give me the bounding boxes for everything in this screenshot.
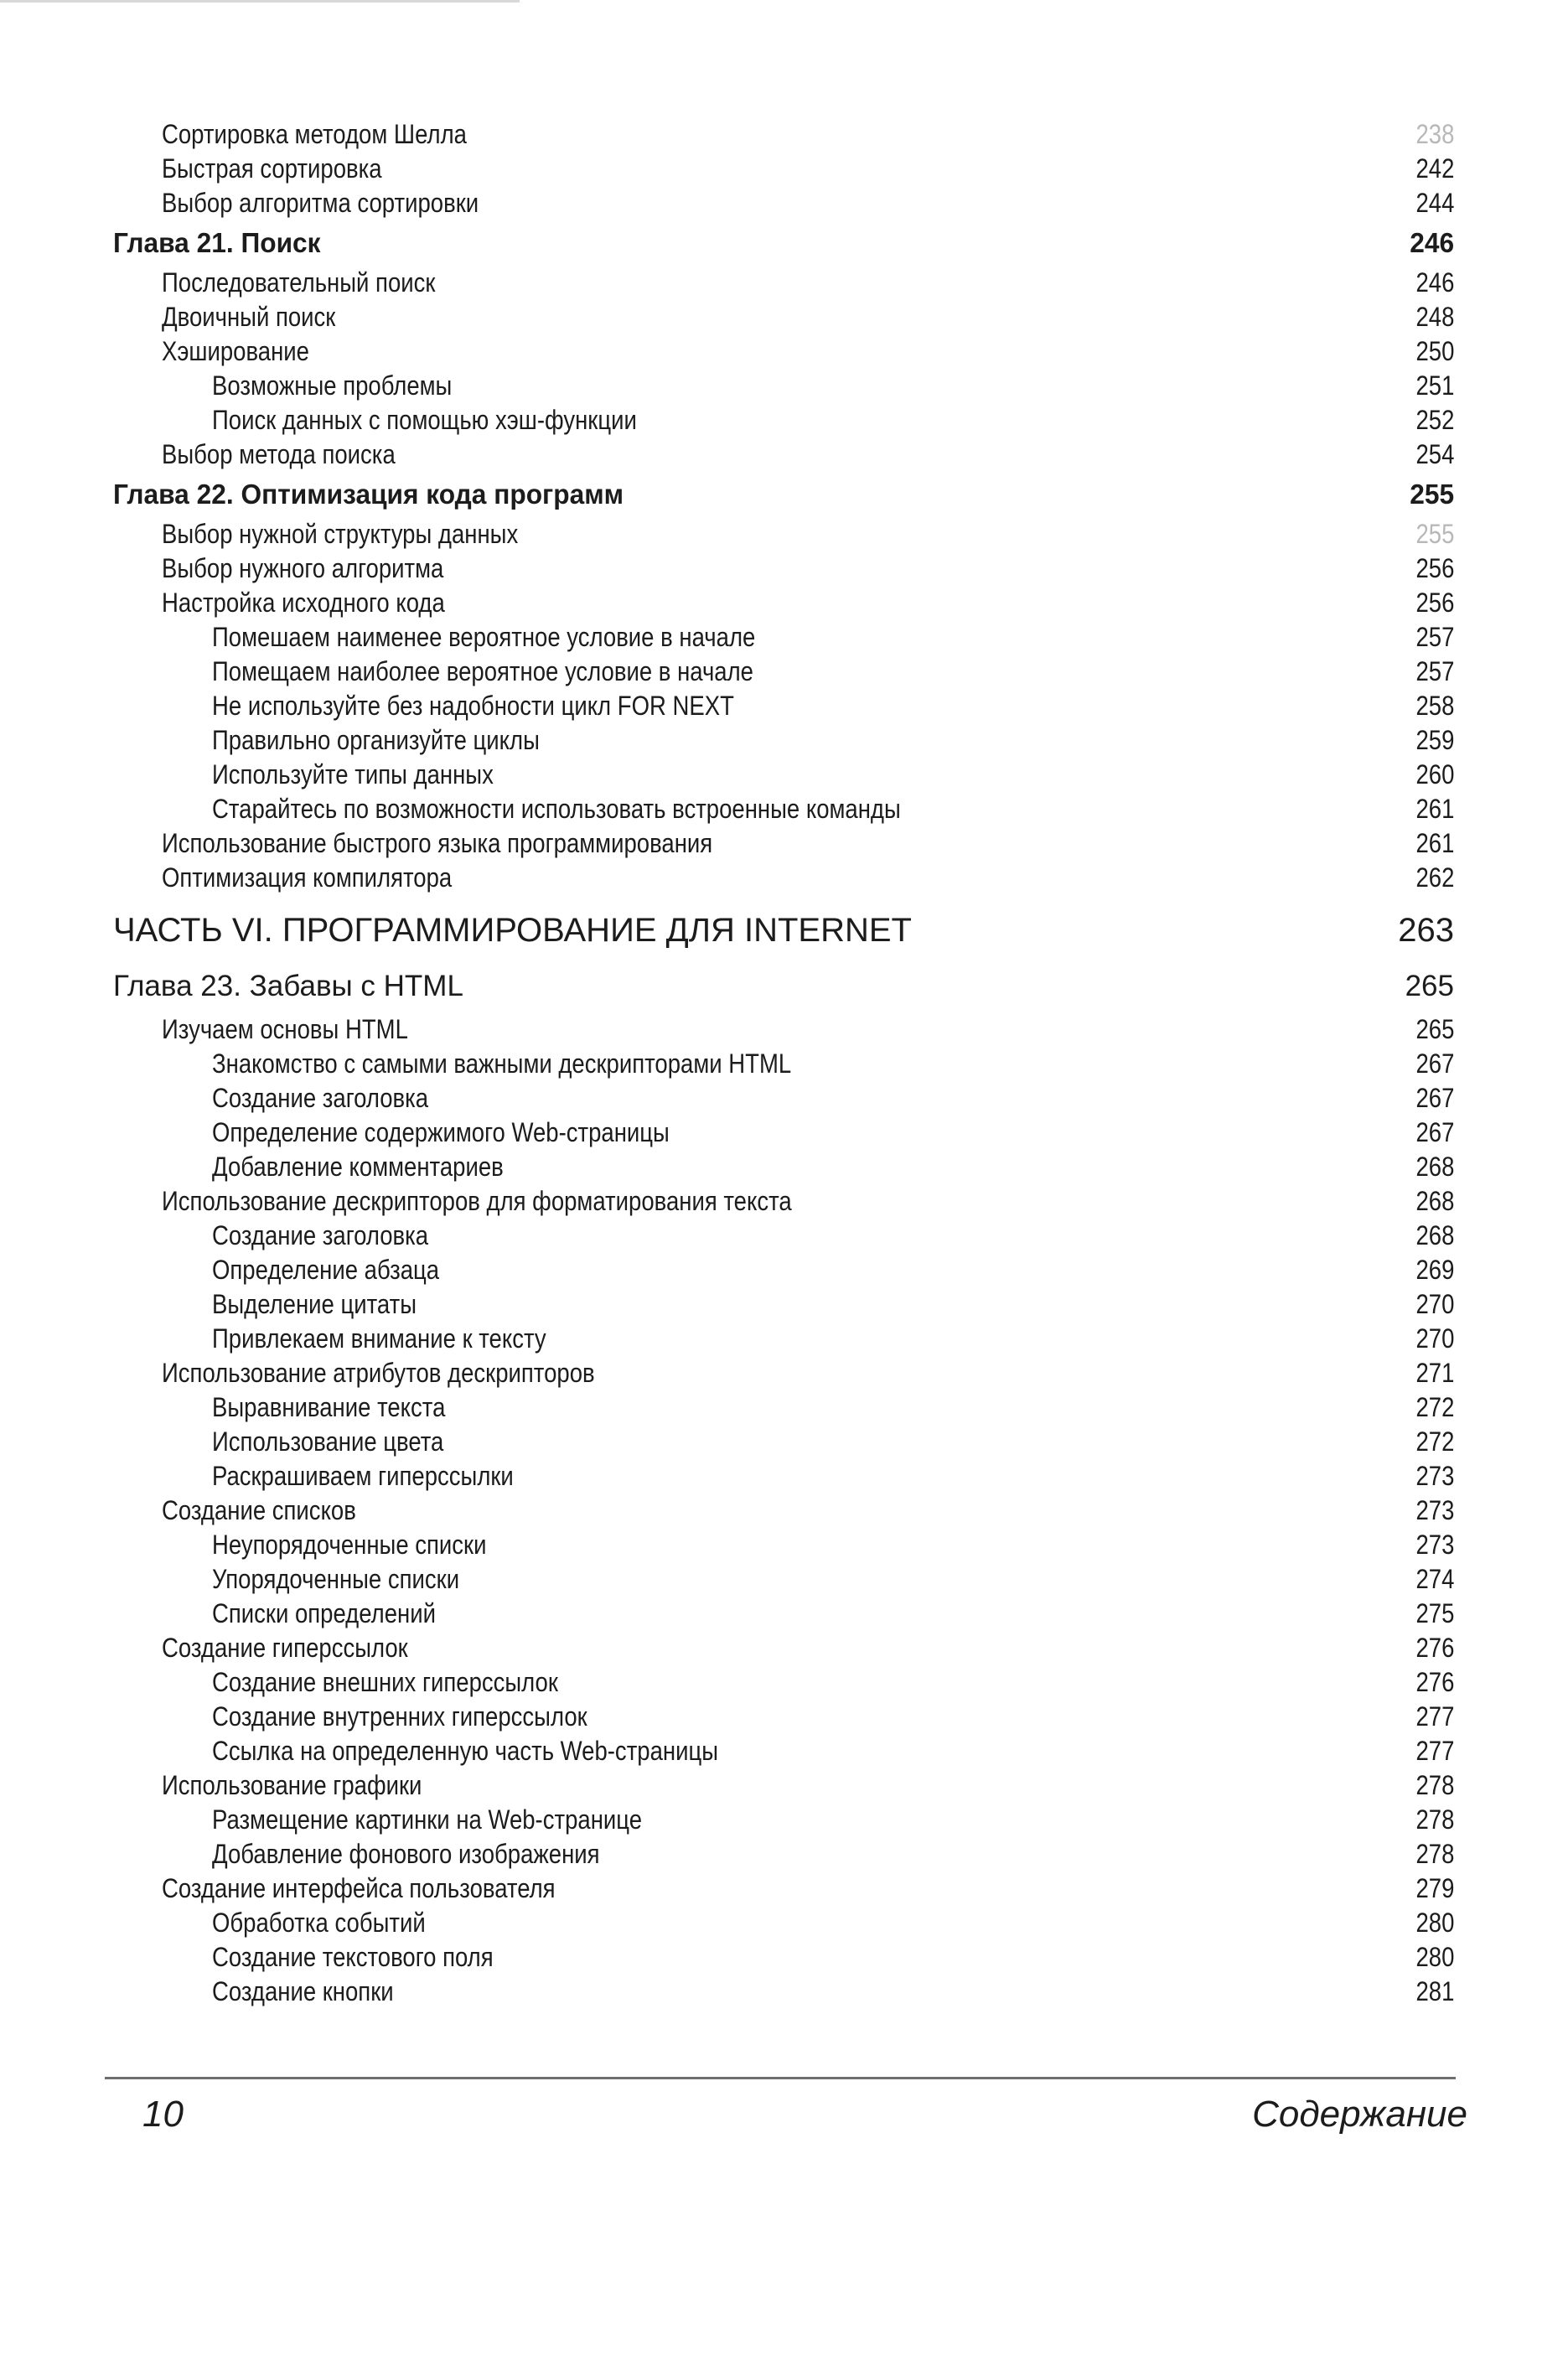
toc-subsection-entry [113, 1047, 1454, 1081]
toc-entry-title: Выбор нужной структуры данных [162, 519, 519, 549]
toc-entry-title: Создание гиперссылок [162, 1633, 408, 1663]
toc-entry-page: 268 [1415, 1152, 1454, 1182]
toc-entry-page: 255 [1415, 519, 1454, 549]
toc-entry-title: Создание внешних гиперссылок [212, 1667, 558, 1697]
toc-entry-title: Помешаем наименее вероятное условие в начале [212, 622, 756, 652]
toc-entry-title: Создание интерфейса пользователя [162, 1873, 556, 1903]
toc-subsection-entry [113, 1287, 1454, 1322]
toc-entry-page: 269 [1415, 1255, 1454, 1285]
toc-entry-title: Списки определений [212, 1598, 436, 1628]
top-edge-rule [0, 0, 520, 3]
toc-entry-title: Создание заголовка [212, 1083, 429, 1113]
toc-entry-title: Создание внутренних гиперссылок [212, 1701, 587, 1732]
toc-entry-title: Выбор нужного алгоритма [162, 553, 444, 583]
toc-entry-page: 246 [1410, 227, 1454, 258]
toc-entry-page: 248 [1415, 302, 1454, 332]
toc-subsection-entry [113, 1253, 1454, 1287]
toc-entry-page: 267 [1415, 1117, 1454, 1147]
toc-entry-title: Сортировка методом Шелла [162, 119, 467, 149]
toc-entry-page: 267 [1415, 1048, 1454, 1079]
toc-entry-title: Хэширование [162, 336, 309, 366]
toc-section-entry [113, 152, 1454, 186]
toc-subsection-entry [113, 1219, 1454, 1253]
toc-entry-page: 238 [1415, 119, 1454, 149]
toc-entry-title: Выделение цитаты [212, 1289, 417, 1319]
toc-entry-title: Определение содержимого Web-страницы [212, 1117, 670, 1147]
toc-entry-title: Изучаем основы HTML [162, 1014, 408, 1044]
toc-entry-page: 267 [1415, 1083, 1454, 1113]
toc-entry-title: Привлекаем внимание к тексту [212, 1323, 546, 1354]
toc-entry-title: Создание заголовка [212, 1220, 429, 1250]
toc-entry-page: 257 [1415, 656, 1454, 686]
toc-entry-page: 278 [1415, 1804, 1454, 1835]
toc-entry-page: 270 [1415, 1289, 1454, 1319]
toc-entry-title: Глава 23. Забавы с HTML [113, 970, 463, 1002]
toc-subsection-entry [113, 1734, 1454, 1768]
toc-section-entry [113, 1494, 1454, 1528]
toc-subsection-entry [113, 369, 1454, 403]
toc-entry-title: Возможные проблемы [212, 370, 453, 401]
toc-subsection-entry [113, 1975, 1454, 2009]
toc-entry-page: 278 [1415, 1839, 1454, 1869]
toc-section-entry [113, 1768, 1454, 1803]
toc-entry-title: Добавление фонового изображения [212, 1839, 600, 1869]
toc-entry-title: Быстрая сортировка [162, 153, 382, 184]
toc-entry-title: Использование графики [162, 1770, 422, 1800]
toc-entry-title: Создание кнопки [212, 1976, 394, 2006]
toc-entry-page: 276 [1415, 1667, 1454, 1697]
toc-section-entry [113, 300, 1454, 334]
toc-section-entry [113, 826, 1454, 861]
toc-entry-page: 258 [1415, 691, 1454, 721]
toc-section-entry [113, 1012, 1454, 1047]
toc-entry-page: 281 [1415, 1976, 1454, 2006]
toc-entry-page: 261 [1415, 828, 1454, 858]
toc-entry-title: Двоичный поиск [162, 302, 336, 332]
toc-entry-title: ЧАСТЬ VI. ПРОГРАММИРОВАНИЕ ДЛЯ INTERNET [113, 912, 912, 949]
toc-entry-title: Обработка событий [212, 1908, 426, 1938]
toc-entry-title: Использование быстрого языка программирования [162, 828, 713, 858]
toc-entry-title: Помещаем наиболее вероятное условие в начале [212, 656, 753, 686]
toc-subsection-entry [113, 1700, 1454, 1734]
toc-subsection-entry [113, 1150, 1454, 1184]
toc-entry-page: 280 [1415, 1908, 1454, 1938]
toc-entry-title: Выбор метода поиска [162, 439, 396, 469]
toc-entry-page: 278 [1415, 1770, 1454, 1800]
toc-subsection-entry [113, 1528, 1454, 1562]
toc-chapter-heading [113, 220, 1454, 266]
toc-subsection-entry [113, 792, 1454, 826]
toc-section-entry [113, 1184, 1454, 1219]
toc-chapter-heading [113, 472, 1454, 517]
toc-entry-page: 263 [1398, 912, 1454, 949]
toc-subsection-entry [113, 723, 1454, 758]
toc-entry-title: Определение абзаца [212, 1255, 440, 1285]
toc-subsection-entry [113, 1906, 1454, 1940]
toc-section-entry [113, 517, 1454, 551]
toc-subsection-entry [113, 1837, 1454, 1871]
toc-entry-page: 250 [1415, 336, 1454, 366]
toc-section-entry [113, 551, 1454, 586]
toc-entry-page: 279 [1415, 1873, 1454, 1903]
toc-entry-page: 256 [1415, 553, 1454, 583]
toc-chapter-heading [113, 960, 1454, 1012]
toc-entry-title: Ссылка на определенную часть Web-страницы [212, 1736, 719, 1766]
toc-section-entry [113, 117, 1454, 152]
toc-section-entry [113, 266, 1454, 300]
toc-subsection-entry [113, 1459, 1454, 1494]
toc-entry-page: 268 [1415, 1186, 1454, 1216]
toc-subsection-entry [113, 1597, 1454, 1631]
toc-part-heading [113, 900, 1454, 960]
toc-entry-title: Правильно организуйте циклы [212, 725, 540, 755]
footer-page-number: 10 [142, 2094, 184, 2135]
toc-entry-title: Поиск данных с помощью хэш-функции [212, 405, 637, 435]
toc-entry-title: Раскрашиваем гиперссылки [212, 1461, 514, 1491]
toc-entry-title: Выбор алгоритма сортировки [162, 188, 479, 218]
toc-entry-page: 280 [1415, 1942, 1454, 1972]
toc-entry-title: Использование дескрипторов для форматирования текста [162, 1186, 792, 1216]
toc-entry-page: 262 [1415, 862, 1454, 893]
toc-section-entry [113, 1631, 1454, 1665]
toc-subsection-entry [113, 1803, 1454, 1837]
toc-entry-title: Не используйте без надобности цикл FOR NEXT [212, 691, 734, 721]
toc-entry-page: 256 [1415, 588, 1454, 618]
toc-entry-page: 277 [1415, 1701, 1454, 1732]
toc-entry-page: 252 [1415, 405, 1454, 435]
toc-entry-page: 272 [1415, 1426, 1454, 1457]
toc-entry-title: Оптимизация компилятора [162, 862, 453, 893]
toc-section-entry [113, 586, 1454, 620]
toc-entry-page: 246 [1415, 267, 1454, 298]
table-of-contents [113, 117, 1454, 2009]
toc-section-entry [113, 186, 1454, 220]
toc-entry-title: Добавление комментариев [212, 1152, 504, 1182]
toc-entry-page: 265 [1405, 970, 1454, 1002]
toc-entry-page: 254 [1415, 439, 1454, 469]
toc-entry-title: Использование атрибутов дескрипторов [162, 1358, 595, 1388]
toc-section-entry [113, 1356, 1454, 1390]
toc-section-entry [113, 1871, 1454, 1906]
toc-entry-page: 275 [1415, 1598, 1454, 1628]
toc-section-entry [113, 861, 1454, 895]
toc-entry-page: 273 [1415, 1461, 1454, 1491]
toc-subsection-entry [113, 1390, 1454, 1425]
toc-subsection-entry [113, 1116, 1454, 1150]
toc-subsection-entry [113, 758, 1454, 792]
toc-entry-title: Глава 21. Поиск [113, 227, 321, 258]
toc-entry-title: Последовательный поиск [162, 267, 436, 298]
footer-section-title: Содержание [1252, 2094, 1467, 2135]
toc-subsection-entry [113, 655, 1454, 689]
toc-entry-page: 277 [1415, 1736, 1454, 1766]
toc-entry-title: Неупорядоченные списки [212, 1530, 487, 1560]
toc-subsection-entry [113, 403, 1454, 437]
toc-entry-page: 272 [1415, 1392, 1454, 1422]
toc-subsection-entry [113, 620, 1454, 655]
toc-subsection-entry [113, 1322, 1454, 1356]
toc-subsection-entry [113, 689, 1454, 723]
toc-entry-title: Размещение картинки на Web-странице [212, 1804, 643, 1835]
toc-entry-page: 259 [1415, 725, 1454, 755]
toc-subsection-entry [113, 1425, 1454, 1459]
toc-entry-page: 276 [1415, 1633, 1454, 1663]
toc-entry-title: Использование цвета [212, 1426, 444, 1457]
toc-entry-title: Знакомство с самыми важными дескрипторами HTML [212, 1048, 792, 1079]
toc-entry-page: 242 [1415, 153, 1454, 184]
toc-entry-page: 270 [1415, 1323, 1454, 1354]
toc-subsection-entry [113, 1940, 1454, 1975]
toc-section-entry [113, 437, 1454, 472]
toc-entry-page: 273 [1415, 1495, 1454, 1525]
toc-entry-title: Настройка исходного кода [162, 588, 445, 618]
toc-entry-page: 260 [1415, 759, 1454, 789]
toc-entry-title: Упорядоченные списки [212, 1564, 460, 1594]
toc-entry-title: Создание текстового поля [212, 1942, 494, 1972]
toc-entry-page: 274 [1415, 1564, 1454, 1594]
toc-entry-title: Создание списков [162, 1495, 356, 1525]
toc-subsection-entry [113, 1081, 1454, 1116]
toc-entry-page: 273 [1415, 1530, 1454, 1560]
toc-entry-page: 251 [1415, 370, 1454, 401]
toc-entry-page: 268 [1415, 1220, 1454, 1250]
toc-entry-page: 257 [1415, 622, 1454, 652]
toc-entry-page: 265 [1415, 1014, 1454, 1044]
toc-entry-page: 261 [1415, 794, 1454, 824]
toc-entry-page: 255 [1410, 479, 1454, 510]
footer-divider [105, 2077, 1456, 2079]
toc-subsection-entry [113, 1562, 1454, 1597]
toc-entry-title: Выравнивание текста [212, 1392, 446, 1422]
toc-entry-title: Глава 22. Оптимизация кода программ [113, 479, 624, 510]
toc-entry-page: 271 [1415, 1358, 1454, 1388]
toc-entry-page: 244 [1415, 188, 1454, 218]
toc-entry-title: Старайтесь по возможности использовать встроенные команды [212, 794, 901, 824]
toc-entry-title: Используйте типы данных [212, 759, 494, 789]
toc-section-entry [113, 334, 1454, 369]
toc-subsection-entry [113, 1665, 1454, 1700]
